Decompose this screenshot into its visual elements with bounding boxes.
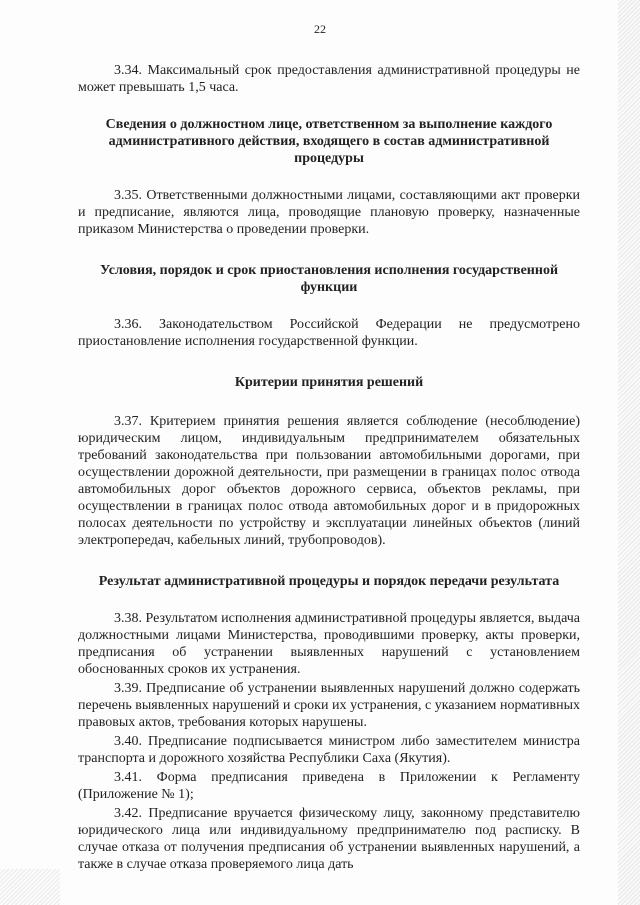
heading-decision-criteria: Критерии принятия решений [234, 375, 424, 390]
scan-corner-shading [0, 869, 60, 905]
scan-edge-shading [618, 0, 640, 905]
document-body [78, 62, 580, 873]
paragraph-3-40: 3.40. Предписание подписывается министром либо заместителем министра транспорта и дорожного хозяйства Республики Саха (Якутия). [78, 734, 580, 766]
paragraph-3-38: 3.38. Результатом исполнения административной процедуры является, выдача должностными лицами Министерства, проводившими проверку, акты проверки, предписания об устранении выявленных нарушений с установлением обоснованных сроков их устранения. [78, 611, 581, 677]
paragraph-3-36: 3.36. Законодательством Российской Федерации не предусмотрено приостановление исполнения государственной функции. [78, 317, 580, 349]
paragraph-3-42: 3.42. Предписание вручается физическому лицу, законному представителю юридического лица или индивидуальному предпринимателю под расписку. В случае отказа от получения предписания об устранении выявленных нарушений, а также в случае отказа проверяемого лица дать [78, 806, 580, 872]
paragraph-3-34: 3.34. Максимальный срок предоставления административной процедуры не может превышать 1,5 часа. [78, 63, 580, 95]
paragraph-3-37: 3.37. Критерием принятия решения является соблюдение (несоблюдение) юридическим лицом, индивидуальным предпринимателем обязательных требований законодательства при пользовании автомобильными дорогами, при осуществлении дорожной деятельности, при размещении в границах полос отвода автомобильных дорог объектов дорожного сервиса, объектов рекламы, при осуществлении в границах полос отвода автомобильных дорог и в придорожных полосах деятельности по устройству и эксплуатации линейных объектов (линий электропередач, кабельных линий, трубопроводов). [78, 414, 580, 548]
heading-procedure-result: Результат административной процедуры и порядок передачи результата [98, 574, 560, 589]
paragraph-3-41: 3.41. Форма предписания приведена в Приложении к Регламенту (Приложение № 1); [78, 770, 580, 802]
heading-suspension-conditions: Условия, порядок и срок приостановления исполнения государственной функции [99, 263, 559, 295]
heading-responsible-official: Сведения о должностном лице, ответственном за выполнение каждого административного действия, входящего в состав административной процедуры [105, 117, 553, 166]
page-number: 22 [314, 22, 326, 36]
paragraph-3-39: 3.39. Предписание об устранении выявленных нарушений должно содержать перечень выявленных нарушений и сроки их устранения, с указанием нормативных правовых актов, требования которых нарушены. [78, 681, 580, 730]
paragraph-3-35: 3.35. Ответственными должностными лицами, составляющими акт проверки и предписание, являются лица, проводящие плановую проверку, назначенные приказом Министерства о проведении проверки. [78, 188, 580, 237]
